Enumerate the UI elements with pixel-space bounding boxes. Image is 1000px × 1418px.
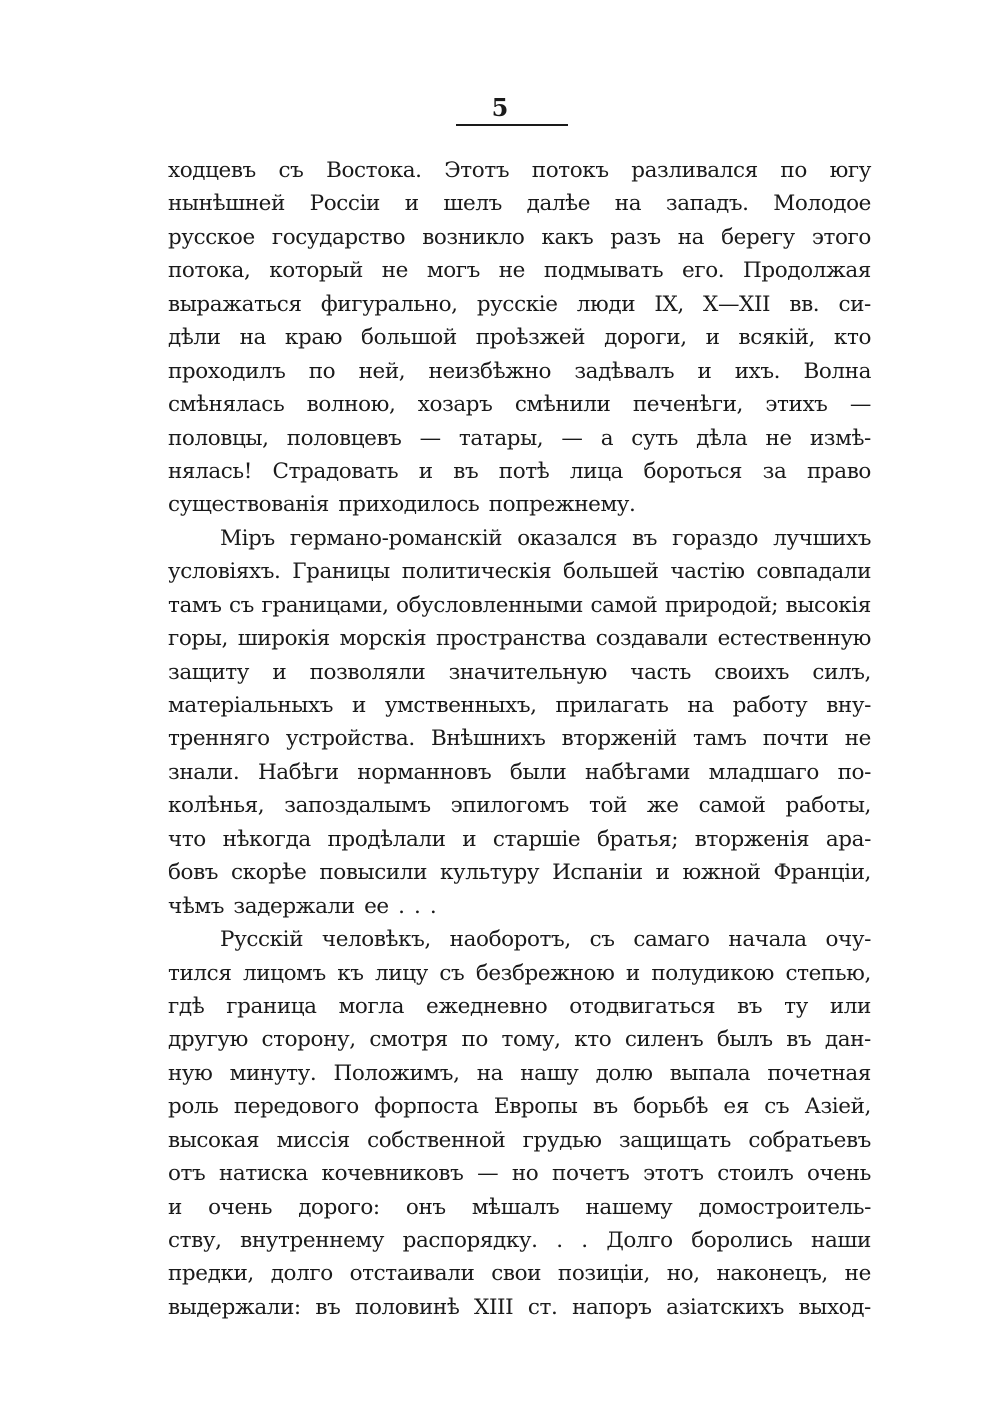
text-line: проходилъ по ней, неизбѣжно задѣвалъ и ихъ. Волна [168,358,871,384]
text-line: гдѣ граница могла ежедневно отодвигаться въ ту или [168,993,871,1019]
paragraph [168,923,871,1324]
text-line: и очень дорого: онъ мѣшалъ нашему домостроитель- [168,1194,871,1220]
text-line: знали. Набѣги норманновъ были набѣгами младшаго по- [168,759,871,785]
text-line: другую сторону, смотря по тому, кто силенъ былъ въ дан- [168,1027,871,1053]
text-line: условіяхъ. Границы политическія большей частію совпадали [168,559,871,585]
text-line: что нѣкогда продѣлали и старшіе братья; вторженія ара- [168,826,871,852]
text-line: выражаться фигурально, русскіе люди IX, X—XII вв. си- [168,291,871,317]
text-line: дѣли на краю большой проѣзжей дороги, и всякій, кто [168,325,871,351]
text-line: ходцевъ съ Востока. Этотъ потокъ разливался по югу [168,158,871,183]
text-line: половцы, половцевъ — татары, — а суть дѣла не измѣ- [168,425,871,451]
text-line: отъ натиска кочевниковъ — но почетъ этотъ стоилъ очень [168,1161,871,1187]
text-line: ную минуту. Положимъ, на нашу долю выпала почетная [168,1060,871,1086]
text-line: нялась! Страдовать и въ потѣ лица бороться за право [168,458,871,484]
text-line: потока, который не могъ не подмывать его. Продолжая [168,258,871,284]
page-number: 5 [491,93,509,122]
text-line: тамъ съ границами, обусловленными самой природой; высокія [168,592,871,618]
text-line: Міръ германо-романскій оказался въ гораздо лучшихъ [220,525,871,551]
text-line: нынѣшней Россіи и шелъ далѣе на западъ. Молодое [168,191,871,217]
paragraph [168,522,871,923]
text-line: чѣмъ задержали ее . . . [168,893,437,919]
text-line: выдержали: въ половинѣ XIII ст. напоръ азіатскихъ выход- [168,1294,871,1320]
page-number-rule [456,124,568,126]
text-line: тился лицомъ къ лицу съ безбрежною и полудикою степью, [168,960,871,986]
text-line: ству, внутреннему распорядку. . . Долго боролись наши [168,1228,871,1253]
text-line: защиту и позволяли значительную часть своихъ силъ, [168,659,871,685]
body-text [168,154,871,1324]
text-line: предки, долго отстаивали свои позиціи, но, наконецъ, не [168,1261,871,1287]
text-line: высокая миссія собственной грудью защищать собратьевъ [168,1127,871,1153]
text-line: тренняго устройства. Внѣшнихъ вторженій тамъ почти не [168,726,871,752]
text-line: бовъ скорѣе повысили культуру Испаніи и южной Франціи, [168,860,871,886]
text-line: смѣнялась волною, хозаръ смѣнили печенѣги, этихъ — [168,392,871,418]
text-line: Русскій человѣкъ, наоборотъ, съ самаго начала очу- [220,927,871,953]
text-line: матеріальныхъ и умственныхъ, прилагать на работу вну- [168,693,871,718]
text-line: роль передового форпоста Европы въ борьбѣ ея съ Азіей, [168,1094,871,1120]
text-line: колѣнья, запоздалымъ эпилогомъ той же самой работы, [168,793,871,819]
text-line: существованія приходилось попрежнему. [168,492,636,518]
text-line: горы, широкія морскія пространства создавали естественную [168,626,871,652]
text-line: русское государство возникло какъ разъ на берегу этого [168,224,871,250]
paragraph [168,154,871,522]
